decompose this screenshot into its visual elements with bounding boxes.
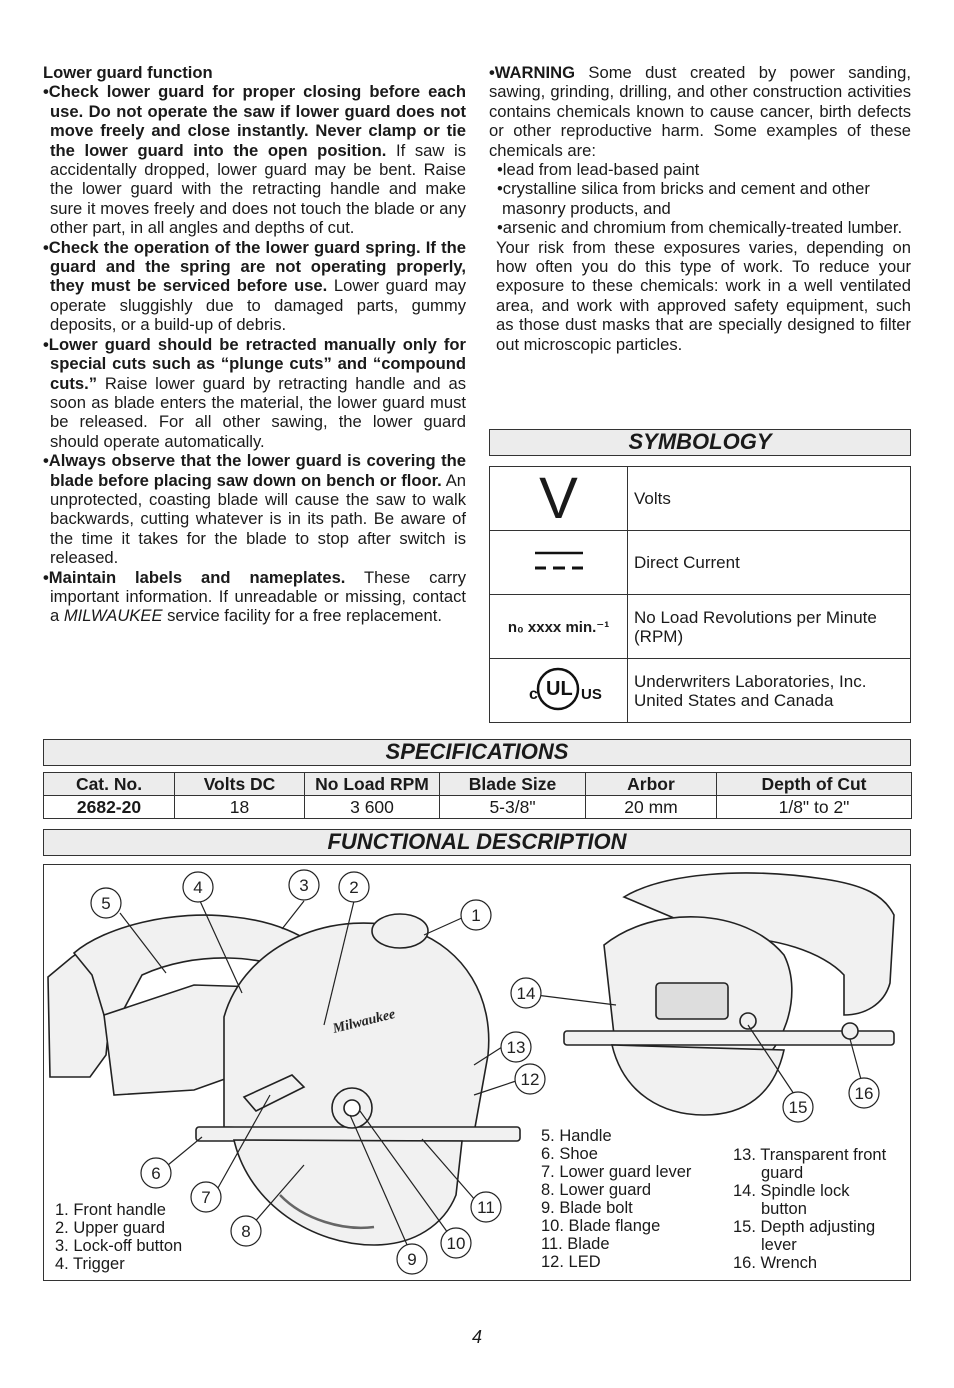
spec-value-row	[44, 796, 912, 819]
symbol-row	[490, 659, 911, 723]
spec-header: Arbor	[586, 773, 717, 796]
callout-1: 1	[471, 906, 481, 925]
depth-lever-knob	[740, 1013, 756, 1029]
svg-text:c: c	[528, 685, 538, 703]
legend-item: 9. Blade bolt	[541, 1199, 633, 1217]
svg-text:UL: UL	[545, 677, 573, 700]
callout-2: 2	[349, 878, 359, 897]
no-load-rpm-symbol: n₀ xxxx min.⁻¹	[507, 618, 610, 636]
chemical-item: •arsenic and chromium from chemically-treated lumber.	[497, 218, 903, 238]
symbol-row	[490, 595, 911, 659]
legend-item: 14. Spindle lock	[733, 1182, 850, 1200]
chemical-item: •crystalline silica from bricks and cement and other masonry products, and	[497, 179, 870, 218]
callout-3: 3	[299, 876, 309, 895]
legend-item: 4. Trigger	[55, 1255, 125, 1273]
right-blade-guard	[612, 1045, 784, 1115]
callout-7: 7	[201, 1188, 211, 1207]
cul-us-listing-icon	[511, 665, 607, 713]
symbology-title: SYMBOLOGY	[489, 429, 911, 456]
spec-cell: 20 mm	[586, 796, 717, 819]
legend-column-2	[541, 1127, 691, 1271]
symbol-desc: Underwriters Laboratories, Inc. United States and Canada	[628, 659, 911, 723]
warning-paragraph: •WARNING Some dust created by power sanding, sawing, grinding, drilling, and other construction activities contains chemicals known to cause cancer, birth defects or other reproductive harm. Some examples of these chemicals are:	[489, 63, 911, 160]
legend-item: 15. Depth adjusting	[733, 1218, 876, 1236]
front-knob	[372, 914, 428, 948]
spec-cell: 1/8" to 2"	[717, 796, 912, 819]
symbol-row	[490, 467, 911, 531]
symbology-table	[489, 466, 911, 723]
legend-item: 12. LED	[541, 1253, 601, 1271]
callout-10: 10	[446, 1234, 466, 1253]
brand-label	[656, 983, 728, 1019]
specifications-title: SPECIFICATIONS	[43, 739, 911, 766]
callout-15: 15	[788, 1098, 808, 1117]
symbol-desc: No Load Revolutions per Minute (RPM)	[628, 595, 911, 659]
warning-section	[489, 63, 911, 354]
legend-item: 5. Handle	[541, 1127, 612, 1145]
spec-cell: 3 600	[305, 796, 440, 819]
spec-cell: 2682-20	[44, 796, 175, 819]
spec-header: Volts DC	[175, 773, 305, 796]
spec-cell: 5-3/8"	[440, 796, 586, 819]
legend-item: 10. Blade flange	[541, 1217, 661, 1235]
wrench-holder	[842, 1023, 858, 1039]
svg-text:US: US	[580, 685, 602, 703]
callout-4: 4	[193, 878, 203, 897]
left-brand-label: Milwaukee	[331, 1006, 397, 1037]
spec-header: Depth of Cut	[717, 773, 912, 796]
guard-item-4: •Always observe that the lower guard is covering the blade before placing saw down on bench or floor. An unprotected, coasting blade will cause the saw to walk backwards, cutting whatever is in its path. Be aware of the time it takes for the blade to stop after switch is released.	[43, 451, 466, 568]
symbol-desc: Direct Current	[628, 531, 911, 595]
legend-item-continued: guard	[761, 1164, 804, 1182]
legend-item: 3. Lock-off button	[55, 1237, 183, 1255]
chemical-item: •lead from lead-based paint	[497, 160, 700, 180]
callout-16: 16	[854, 1084, 874, 1103]
functional-description-title: FUNCTIONAL DESCRIPTION	[43, 829, 911, 856]
page-number: 4	[471, 1327, 482, 1347]
lower-guard	[234, 1140, 462, 1245]
specifications-table	[43, 772, 912, 819]
functional-diagram	[43, 864, 911, 1281]
legend-item: 6. Shoe	[541, 1145, 598, 1163]
callout-8: 8	[241, 1222, 251, 1241]
guard-item-1: •Check lower guard for proper closing before each use. Do not operate the saw if lower guard does not move freely and close instantly. Never clamp or tie the lower guard into the open position. If saw is accidentally dropped, lower guard may be bent. Raise the lower guard with the retracting handle and make sure it moves freely and does not touch the blade or any other part, in all angles and depths of cut.	[43, 82, 467, 238]
lower-guard-section	[43, 63, 466, 626]
callout-5: 5	[101, 894, 111, 913]
legend-item-continued: lever	[761, 1236, 797, 1254]
spec-cell: 18	[175, 796, 305, 819]
symbol-desc: Volts	[628, 467, 911, 531]
legend-column-3	[733, 1146, 886, 1272]
guard-item-3: •Lower guard should be retracted manually only for special cuts such as “plunge cuts” and “compound cuts.” Raise lower guard by retracting handle and as soon as blade enters the material, the lower guard must be released. For all other sawing, the lower guard should operate automatically.	[43, 334, 466, 451]
callout-6: 6	[151, 1164, 161, 1183]
callout-13: 13	[506, 1038, 526, 1057]
legend-item: 7. Lower guard lever	[541, 1163, 692, 1181]
callout-12: 12	[520, 1070, 540, 1089]
direct-current-icon	[529, 546, 589, 576]
guard-item-5: •Maintain labels and nameplates. These carry important information. If unreadable or missing, contact a MILWAUKEE service facility for a free replacement.	[43, 567, 466, 626]
spec-header: No Load RPM	[305, 773, 440, 796]
legend-column-1	[55, 1201, 182, 1273]
legend-item: 13. Transparent front	[733, 1146, 887, 1164]
legend-item-continued: button	[761, 1200, 807, 1218]
legend-item: 2. Upper guard	[55, 1219, 166, 1237]
blade-bolt	[344, 1100, 360, 1116]
spec-header-row	[44, 773, 912, 796]
legend-item: 1. Front handle	[55, 1201, 166, 1219]
risk-paragraph: Your risk from these exposures varies, depending on how often you do this type of work. To reduce your exposure to these chemicals: work in a well ventilated area, and work with approved safety equipment, such as those dust masks that are specially designed to filter out microscopic particles.	[496, 237, 911, 354]
legend-item: 8. Lower guard	[541, 1181, 652, 1199]
callout-14: 14	[516, 984, 536, 1003]
spec-header: Cat. No.	[44, 773, 175, 796]
chemical-list	[489, 160, 911, 238]
callout-9: 9	[407, 1250, 417, 1269]
legend-item: 11. Blade	[541, 1235, 610, 1253]
legend-item: 16. Wrench	[733, 1254, 818, 1272]
symbol-row	[490, 531, 911, 595]
lower-guard-heading: Lower guard function	[43, 63, 213, 82]
callout-11: 11	[477, 1198, 495, 1217]
spec-header: Blade Size	[440, 773, 586, 796]
guard-item-2: •Check the operation of the lower guard spring. If the guard and the spring are not operating properly, they must be serviced before use. Lower guard may operate sluggishly due to damaged parts, gummy deposits, or a build-up of debris.	[43, 237, 466, 335]
volts-symbol: V	[539, 465, 578, 531]
